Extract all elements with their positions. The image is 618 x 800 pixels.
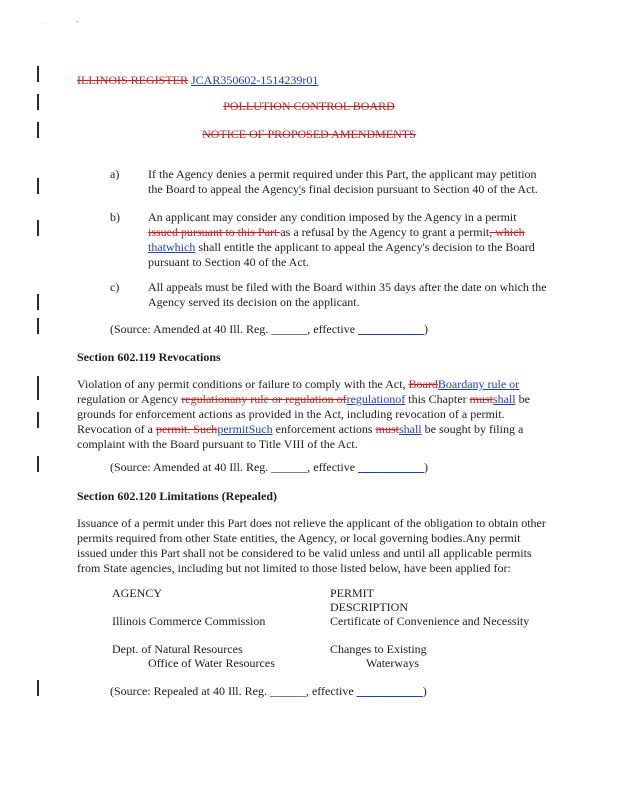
section-120-heading: Section 602.120 Limitations (Repealed) bbox=[77, 489, 277, 503]
table-cell-agency: Illinois Commerce Commission bbox=[112, 614, 266, 628]
change-bar bbox=[37, 376, 39, 400]
table-cell-permit: Changes to Existing bbox=[330, 642, 427, 656]
table-cell-agency-sub: Office of Water Resources bbox=[148, 656, 275, 670]
item-b-text: An applicant may consider any condition imposed by the Agency in a permit issued pursuant to this Part as a refusal by the Agency to grant a permit, which thatwhich shall entitle the applicant to appeal the Agency's decision to the Board pursuant to Section 40 of the Act. bbox=[148, 210, 535, 269]
item-a-text: If the Agency denies a permit required under this Part, the applicant may petition the Board to appeal the Agency's final decision pursuant to Section 40 of the Act. bbox=[148, 167, 538, 196]
table-cell-permit-sub: Waterways bbox=[366, 656, 420, 670]
change-bar bbox=[37, 318, 39, 334]
source-line: (Source: Amended at 40 Ill. Reg. ______, effective ___________) bbox=[110, 322, 429, 336]
notice-title: NOTICE OF PROPOSED AMENDMENTS bbox=[202, 127, 416, 141]
scan-mark: · bbox=[42, 21, 44, 27]
section-119-heading: Section 602.119 Revocations bbox=[77, 350, 221, 364]
change-bar bbox=[37, 294, 39, 310]
section-120-text: Issuance of a permit under this Part does not relieve the applicant of the obligation to obtain other permits required from other State entities, the Agency, or local governing bodies.Any permit issued under this Part shall not be considered to be valid unless and until all applicable permits from State agencies, including but not limited to those listed below, have been applied for: bbox=[77, 516, 546, 575]
scan-mark: ” bbox=[76, 21, 79, 27]
register-deleted: ILLINOIS REGISTER bbox=[77, 73, 188, 87]
item-c-text: All appeals must be filed with the Board within 35 days after the date on which the Agency served its decision on the applicant. bbox=[148, 280, 547, 309]
source-line: (Source: Amended at 40 Ill. Reg. ______, effective ___________) bbox=[110, 460, 429, 474]
source-line: (Source: Repealed at 40 Ill. Reg. ______, effective ___________) bbox=[110, 684, 427, 698]
item-b-label: b) bbox=[110, 210, 120, 224]
change-bar bbox=[37, 220, 39, 236]
section-119-text: Violation of any permit conditions or failure to comply with the Act, BoardBoardany rule or regulation or Agency regulationany rule or regulation ofregulationof this Chapter mustshall be grounds for enforcement actions as provided in the Act, including revocation of a permit. Revocation of a permit. SuchpermitSuch enforcement actions mustshall be sought by filing a complaint with the Board pursuant to Title VIII of the Act. bbox=[77, 377, 530, 451]
register-inserted: JCAR350602-1514239r01 bbox=[191, 73, 319, 87]
board-title: POLLUTION CONTROL BOARD bbox=[223, 99, 395, 113]
change-bar bbox=[37, 456, 39, 472]
register-header bbox=[77, 73, 318, 88]
item-c-label: c) bbox=[110, 280, 120, 294]
change-bar bbox=[37, 66, 39, 82]
item-a-label: a) bbox=[110, 167, 120, 181]
table-header-agency: AGENCY bbox=[112, 586, 162, 600]
change-bar bbox=[37, 680, 39, 696]
change-bar bbox=[37, 178, 39, 194]
table-header-permit: PERMIT bbox=[330, 586, 375, 600]
table-cell-permit: Certificate of Convenience and Necessity bbox=[330, 614, 530, 628]
table-cell-agency: Dept. of Natural Resources bbox=[112, 642, 243, 656]
table-header-description: DESCRIPTION bbox=[330, 600, 409, 614]
change-bar bbox=[37, 412, 39, 428]
